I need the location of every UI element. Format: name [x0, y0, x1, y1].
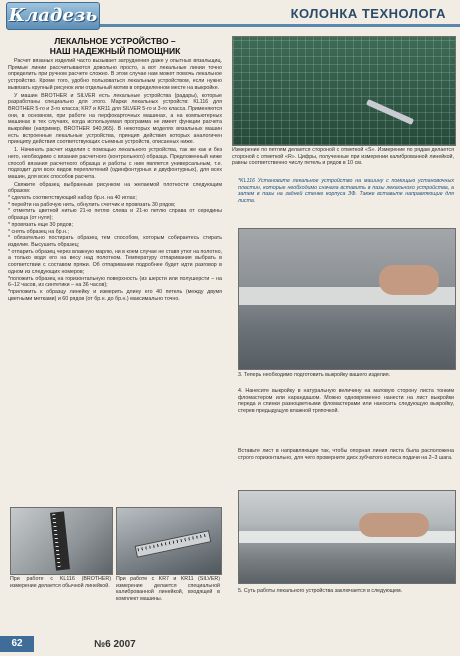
- section-title: КОЛОНКА ТЕХНОЛОГА: [290, 6, 446, 21]
- paragraph-1: Расчет вязаных изделий часто вызывает затруднения даже у опытных вязальщиц. Прямые линии рассчитываются довольно просто, а вот лекальные линии точно определить при ручном расчете сложно. В этом случае нам может помочь лекальное устройство. Кроме того, удобно пользоваться лекальным устройством, если нужно вывязать крупный рисунок или отдельный мотив в определенном месте на выкройке.: [8, 58, 222, 91]
- step-2-text: [238, 178, 454, 205]
- bullet-8: *положить образец на горизонтальную поверхность (из шерсти или полушерсти – на 6–12 часов, из синтетики – на 36 часов);: [8, 275, 222, 289]
- photo-device-sheet: [238, 490, 456, 584]
- step-3-text: 3. Теперь необходимо подготовить выкройку вашего изделия.: [238, 372, 391, 378]
- bullet-4: * провязать еще 30 рядов;: [8, 221, 73, 228]
- step-4b-text: Вставьте лист в направляющие так, чтобы опорная линия листа была расположена строго горизонтально, для чего проверните диск зубчатого колеса подачи на 2–3 шага.: [238, 448, 454, 461]
- paragraph-4: Свяжите образец выбранным рисунком на желаемой плотности следующим образом:: [8, 181, 222, 195]
- left-column: [8, 36, 222, 302]
- page-number: 62: [0, 636, 34, 652]
- caption-silver: При работе с KR7 и KR11 (SILVER) измерение делается специальной калиброванной линейкой, входящей в комплект машины.: [116, 576, 220, 603]
- article-title-line1: ЛЕКАЛЬНОЕ УСТРОЙСТВО –: [54, 36, 176, 46]
- bullet-3: * отметить цветной нитью 21-ю петлю слева и 21-ю петлю справа от середины образца (от нуля);: [8, 208, 222, 222]
- photo-ruler-silver: [116, 507, 222, 575]
- bullet-2: * перейти на рабочую нить, обнулить счетчик и провязать 30 рядов;: [8, 201, 176, 208]
- bullet-5: * снять образец на бр.н.;: [8, 228, 69, 235]
- article-title-line2: НАШ НАДЕЖНЫЙ ПОМОЩНИК: [49, 46, 181, 56]
- step-2-highlight: *KL116 Установите лекальное устройство на машину с помощью установочных пластин, которые необходимо сначала вставить в пазы лекального устройства, а затем в пазы на задней стенке корпуса ЗФ. Также вставьте направляющие для листа.: [238, 178, 454, 205]
- paragraph-2: У машин BROTHER и SILVER есть лекальные устройства (радары), которые разработаны специально для этого. Марки лекальных устройств: KL116 для BROTHER 5-го и 3-го класса; KR7 и KR11 для SILVER 5-го и 3-го класса. Применяются они, в основном, при работе на перфокарточных машинах, а на компьютерных машинах в тех случаях, когда используемая программа не имеет функции расчета выкройки (например, BROTHER 940,965). В некоторых моделях вязальных машин есть встроенные лекальные устройства, принцип действия которых аналогичен принципу действия соответствующих съемных устройств, описанных ниже.: [8, 92, 223, 146]
- page-footer: [0, 636, 460, 656]
- bullet-1: * сделать соответствующий набор бр.н. на 40 иглах;: [8, 195, 137, 202]
- bullet-7: * отпарить образец через влажную марлю, ни в коем случае не ставя утюг на полотно, а только водя его на весу над полотном. Температуру отпаривания выбрать в соответствии с составом пряжи. Об отпаривании подробнее будет идти разговор в одном из следующих номеров;: [8, 248, 222, 275]
- bullet-6: * обязательно постирать образец тем способом, которым собираетесь стирать изделие. Высушить образец;: [8, 235, 222, 248]
- paragraph-3: 1. Начинать расчет изделия с помощью лекального устройства, так же как и без него, необходимо с вязания расчетного (контрольного) образца. Предложенный ниже способ вязания расчетного образца и работы с ним является универсальным, т.е. подходит для всех видов переплетений (одинфонтурных и двуфонтурных), для всех машин, для всех способов расчета.: [8, 147, 222, 180]
- bullet-9: *приложить к образцу линейку и измерить длину его 40 петель (между двумя цветными метками) и 60 рядов (от бр.н. до бр.н.) максимально точно.: [8, 288, 222, 302]
- issue-label: №6 2007: [94, 639, 136, 650]
- photo-ruler-on-sample: [232, 36, 456, 146]
- grid-texture: [233, 37, 455, 145]
- step-5-text: 5. Суть работы лекального устройства заключается в следующем.: [238, 588, 403, 594]
- step-4-text: 4. Нанесите выкройку в натуральную величину на матовую сторону листа тонким фломастером или карандашом. Можно одновременно нанести на лист выкройки переда и спинки разноцветными фломастерами или наносить следующую выкройку, стерев предыдущую влажной тряпочкой.: [238, 388, 454, 415]
- magazine-logo: [6, 2, 100, 30]
- hand-shape-2: [359, 513, 429, 537]
- page-header: [0, 0, 460, 34]
- logo-text: Кладезь: [8, 5, 98, 26]
- hand-shape: [379, 265, 439, 295]
- photo-device-install: [238, 228, 456, 370]
- header-rule: [100, 24, 460, 27]
- article-title: [8, 36, 222, 56]
- caption-brother: При работе с KL116 (BROTHER) измерение делается обычной линейкой.: [10, 576, 111, 589]
- photo-ruler-brother: [10, 507, 113, 575]
- caption-measurement: Измерение по петлям делается стороной с отметкой «S». Измерение по рядам делается стороной с отметкой «R». Цифры, полученные при измерении калиброванной линейкой, равны соответственно числу петель и рядов в 10 см.: [232, 147, 454, 167]
